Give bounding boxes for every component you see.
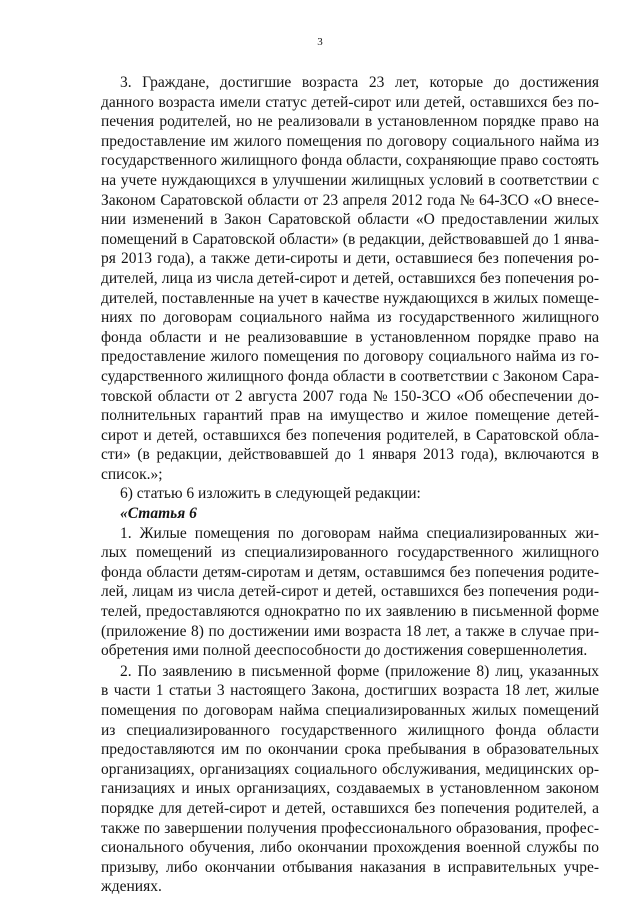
text-line: на учете нуждающихся в улучшении жилищных условий в соответствии с: [101, 171, 599, 189]
paragraph-item-3: [101, 73, 599, 484]
text-line: «Статья 6: [120, 505, 197, 523]
text-line: 1. Жилые помещения по договорам найма специализированных жи-: [120, 524, 599, 542]
text-line: нии изменений в Закон Саратовской области «О предоставлении жилых: [101, 211, 599, 229]
text-line: помещения по договорам найма специализированных жилых помещений: [101, 702, 599, 719]
text-line: дителей, лица из числа детей-сирот и детей, оставшихся без попечения ро-: [101, 269, 599, 287]
paragraph-article-6-part-1: [101, 524, 599, 661]
page-number: 3: [317, 36, 323, 48]
text-line: предоставление жилого помещения по договору социального найма из го-: [101, 348, 599, 366]
text-line: 3. Граждане, достигшие возраста 23 лет, которые до достижения: [120, 74, 599, 91]
text-line: призыву, либо окончании отбывания наказания в исправительных учре-: [101, 858, 599, 876]
text-line: фонда области детям-сиротам и детям, оставшимся без попечения родите-: [101, 563, 599, 581]
text-line: из специализированного государственного жилищного фонда области: [101, 721, 599, 739]
text-line: предоставление им жилого помещения по договору социального найма из: [101, 132, 599, 150]
text-line: полнительных гарантий прав на имущество и жилое помещение детей-: [101, 407, 599, 425]
text-line: лых помещений из специализированного государственного жилищного: [101, 544, 599, 562]
text-line: предоставляются им по окончании срока пребывания в образовательных: [101, 741, 599, 759]
article-heading: [101, 504, 599, 524]
text-line: обретения ими полной дееспособности до достижения совершеннолетия.: [101, 642, 588, 660]
text-line: сионального обучения, либо окончании прохождения военной службы по: [101, 839, 599, 857]
text-line: сирот и детей, оставшихся без попечения родителей, в Саратовской обла-: [101, 426, 599, 444]
text-line: ждениях.: [101, 878, 162, 896]
text-line: 2. По заявлению в письменной форме (приложение 8) лиц, указанных: [120, 662, 599, 680]
text-line: государственного жилищного фонда области, сохраняющие право состоять: [101, 152, 599, 170]
text-line: список.»;: [101, 465, 163, 483]
text-line: организациях, организациях социального обслуживания, медицинских ор-: [101, 760, 599, 778]
text-line: данного возраста имели статус детей-сирот или детей, оставшихся без по-: [101, 93, 599, 111]
paragraph-article-6-part-2: [101, 662, 599, 897]
document-body: [101, 73, 599, 897]
text-line: 6) статью 6 изложить в следующей редакции:: [120, 485, 421, 503]
text-line: порядке для детей-сирот и детей, оставшихся без попечения родителей, а: [101, 799, 599, 817]
text-line: ря 2013 года), а также дети-сироты и дети, оставшиеся без попечения ро-: [101, 250, 599, 268]
text-line: ганизациях и иных организациях, создаваемых в установленном законом: [101, 780, 599, 798]
text-line: в части 1 статьи 3 настоящего Закона, достигших возраста 18 лет, жилые: [101, 682, 599, 700]
paragraph-item-b: [101, 484, 599, 504]
text-line: товской области от 2 августа 2007 года № 150-ЗСО «Об обеспечении до-: [101, 387, 599, 405]
text-line: фонда области и не реализовавшие в установленном порядке право на: [101, 328, 599, 346]
text-line: дителей, поставленные на учет в качестве нуждающихся в жилых помеще-: [101, 289, 599, 307]
text-line: Законом Саратовской области от 23 апреля 2012 года № 64-ЗСО «О внесе-: [101, 191, 599, 209]
text-line: печения родителей, но не реализовали в установленном порядке право на: [101, 113, 599, 131]
text-line: сти» (в редакции, действовавшей до 1 января 2013 года), включаются в: [101, 446, 599, 464]
text-line: сударственного жилищного фонда области в соответствии с Законом Сара-: [101, 367, 599, 385]
text-line: (приложение 8) по достижении ими возраста 18 лет, а также в случае при-: [101, 622, 599, 640]
text-line: телей, предоставляются однократно по их заявлению в письменной форме: [101, 603, 599, 621]
text-line: лей, лицам из числа детей-сирот и детей, оставшихся без попечения роди-: [101, 583, 599, 601]
text-line: также по завершении получения профессионального образования, профес-: [101, 819, 599, 837]
text-line: ниях по договорам социального найма из государственного жилищного: [101, 309, 599, 327]
text-line: помещений в Саратовской области» (в редакции, действовавшей до 1 янва-: [101, 230, 599, 248]
